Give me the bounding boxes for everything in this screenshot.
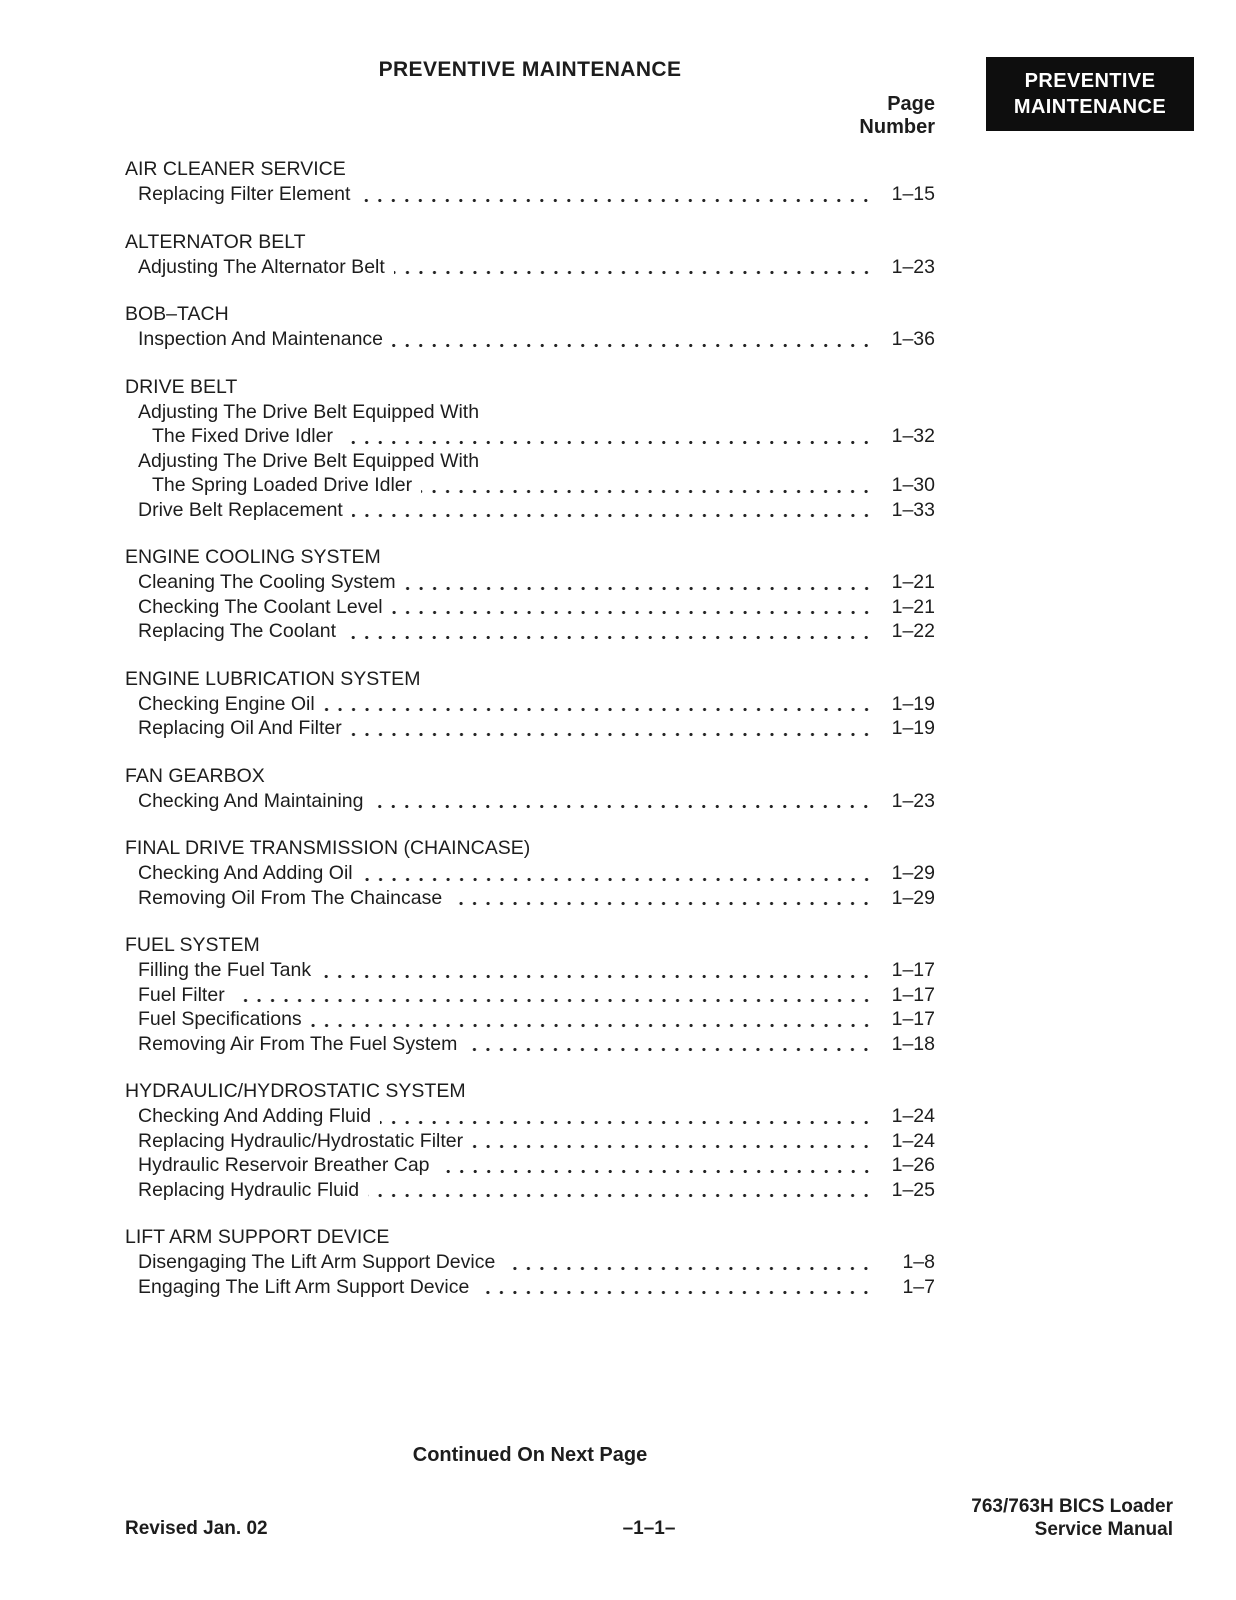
- toc-item-page: 1–23: [891, 255, 935, 278]
- toc-item-label: Cleaning The Cooling System: [138, 571, 396, 593]
- toc-item-page: 1–15: [891, 183, 935, 205]
- toc-item-label: Replacing Hydraulic/Hydrostatic Filter: [138, 1129, 464, 1152]
- dot-leader: [380, 1104, 876, 1129]
- toc-item-page: 1–19: [891, 692, 935, 715]
- dot-leader: [345, 619, 876, 644]
- section-heading: AIR CLEANER SERVICE: [125, 158, 346, 180]
- toc-item: [125, 1104, 935, 1129]
- dot-leader: [311, 1007, 876, 1032]
- toc-item: [125, 182, 935, 207]
- toc-item-page: 1–29: [891, 886, 935, 909]
- footer-page-number: –1–1–: [622, 1518, 676, 1539]
- section-heading: BOB–TACH: [125, 303, 229, 325]
- section-heading: LIFT ARM SUPPORT DEVICE: [125, 1226, 390, 1248]
- toc-item: [125, 619, 935, 644]
- toc-section-drive-belt: [125, 375, 935, 523]
- dot-leader: [368, 1178, 876, 1203]
- corner-tab-line1: PREVENTIVE: [1024, 70, 1156, 92]
- footer-revision: Revised Jan. 02: [125, 1518, 268, 1539]
- toc-section-fuel-system: [125, 933, 935, 1056]
- dot-leader: [439, 1153, 876, 1178]
- section-heading: FUEL SYSTEM: [125, 934, 260, 956]
- dot-leader: [324, 692, 876, 717]
- dot-leader: [466, 1032, 876, 1057]
- toc-item: [125, 424, 935, 449]
- dot-leader: [342, 424, 876, 449]
- section-heading: HYDRAULIC/HYDROSTATIC SYSTEM: [125, 1080, 466, 1102]
- toc-item: [125, 1178, 935, 1203]
- toc-item-page: 1–21: [891, 571, 935, 593]
- toc-item-label: Checking And Adding Oil: [138, 862, 353, 884]
- section-heading: ALTERNATOR BELT: [125, 230, 306, 253]
- toc-item: [125, 886, 935, 911]
- toc-item-label: Fuel Filter: [138, 983, 225, 1006]
- toc-item-page: 1–33: [891, 498, 935, 521]
- toc-item-page: 1–7: [902, 1275, 935, 1298]
- toc-section-air-cleaner-service: [125, 157, 935, 207]
- toc-item-label: Checking The Coolant Level: [138, 595, 383, 618]
- toc-item-page: 1–18: [891, 1032, 935, 1055]
- page-number-header-line2: Number: [859, 116, 935, 138]
- toc-section-hydraulic-hydrostatic-system: [125, 1079, 935, 1202]
- toc-item-label: Replacing Hydraulic Fluid: [138, 1178, 360, 1201]
- footer-manual-title: [971, 1495, 1173, 1541]
- toc-item-page: 1–17: [891, 1008, 935, 1030]
- toc-section-engine-lubrication-system: [125, 667, 935, 741]
- toc-item-label: The Spring Loaded Drive Idler: [152, 474, 413, 496]
- section-heading: FINAL DRIVE TRANSMISSION (CHAINCASE): [125, 837, 531, 859]
- toc-item-page: 1–17: [891, 983, 935, 1006]
- footer-manual-line2: Service Manual: [1034, 1519, 1173, 1540]
- toc-item-page: 1–8: [902, 1251, 935, 1273]
- toc-item-label: Removing Air From The Fuel System: [138, 1032, 458, 1055]
- toc-item: [125, 1007, 935, 1032]
- toc-item-page: 1–24: [891, 1129, 935, 1152]
- dot-leader: [392, 327, 876, 352]
- dot-leader: [320, 958, 876, 983]
- toc-item-label: The Fixed Drive Idler: [152, 425, 333, 447]
- toc-item: [125, 789, 935, 814]
- toc-item: [125, 255, 935, 280]
- toc-item: [125, 1153, 935, 1178]
- corner-tab-line2: MAINTENANCE: [1013, 96, 1167, 118]
- page-number-column-header: [735, 93, 935, 139]
- dot-leader: [372, 789, 876, 814]
- toc-item-label: Checking And Adding Fluid: [138, 1105, 372, 1127]
- page-title: PREVENTIVE MAINTENANCE: [378, 58, 682, 81]
- toc-item: [125, 1032, 935, 1057]
- dot-leader: [362, 861, 876, 886]
- toc-item: [125, 692, 935, 717]
- toc-item-label: Removing Oil From The Chaincase: [138, 886, 443, 909]
- toc-section-alternator-belt: [125, 230, 935, 280]
- toc-item-label: Adjusting The Alternator Belt: [138, 255, 385, 278]
- toc-item-label: Hydraulic Reservoir Breather Cap: [138, 1154, 430, 1176]
- dot-leader: [405, 570, 876, 595]
- toc-item: [125, 473, 935, 498]
- dot-leader: [478, 1275, 876, 1300]
- toc-item-label: Disengaging The Lift Arm Support Device: [138, 1251, 496, 1273]
- toc-item-label: Drive Belt Replacement: [138, 498, 343, 521]
- toc-item-label: Replacing The Coolant: [138, 620, 337, 642]
- dot-leader: [394, 255, 876, 280]
- toc-item-page: 1–24: [891, 1105, 935, 1127]
- toc-item-label: Engaging The Lift Arm Support Device: [138, 1275, 470, 1298]
- dot-leader: [451, 886, 876, 911]
- section-heading: ENGINE COOLING SYSTEM: [125, 546, 381, 568]
- continued-note: Continued On Next Page: [412, 1444, 648, 1466]
- toc-section-engine-cooling-system: [125, 545, 935, 644]
- section-heading: FAN GEARBOX: [125, 764, 265, 787]
- toc-item: [125, 983, 935, 1008]
- toc-item: [125, 1275, 935, 1300]
- toc-item-page: 1–21: [891, 595, 935, 618]
- toc-item: [125, 1129, 935, 1154]
- toc-item-page: 1–23: [891, 789, 935, 812]
- toc-item: [125, 861, 935, 886]
- toc-item: [125, 1250, 935, 1275]
- dot-leader: [351, 716, 876, 741]
- section-corner-tab: [986, 57, 1194, 131]
- toc-item-label: Fuel Specifications: [138, 1008, 302, 1030]
- toc-item-page: 1–19: [891, 717, 935, 739]
- dot-leader: [359, 182, 876, 207]
- toc-item: [125, 958, 935, 983]
- dot-leader: [504, 1250, 876, 1275]
- toc-item-page: 1–25: [891, 1178, 935, 1201]
- toc-item-first-line: Adjusting The Drive Belt Equipped With: [138, 400, 480, 423]
- toc-item-label: Filling the Fuel Tank: [138, 959, 312, 981]
- toc-item: [125, 327, 935, 352]
- section-heading: ENGINE LUBRICATION SYSTEM: [125, 667, 421, 690]
- dot-leader: [472, 1129, 876, 1154]
- toc-item-page: 1–29: [891, 862, 935, 884]
- toc-item-first-line: Adjusting The Drive Belt Equipped With: [138, 449, 480, 472]
- toc-item-label: Inspection And Maintenance: [138, 328, 384, 350]
- toc-item: [125, 498, 935, 523]
- toc-section-fan-gearbox: [125, 764, 935, 814]
- toc-item-page: 1–26: [891, 1154, 935, 1176]
- toc-item-page: 1–30: [891, 474, 935, 496]
- toc-item: [125, 570, 935, 595]
- table-of-contents: [125, 157, 935, 1322]
- toc-item-page: 1–36: [891, 328, 935, 350]
- toc-item-page: 1–22: [891, 620, 935, 642]
- dot-leader: [421, 473, 876, 498]
- section-heading: DRIVE BELT: [125, 375, 238, 398]
- toc-item-label: Checking And Maintaining: [138, 789, 364, 812]
- toc-item: [125, 595, 935, 620]
- page-number-header-line1: Page: [887, 93, 935, 115]
- toc-item-page: 1–17: [891, 959, 935, 981]
- footer-manual-line1: 763/763H BICS Loader: [971, 1496, 1173, 1517]
- toc-item-label: Checking Engine Oil: [138, 692, 315, 715]
- toc-item: [125, 716, 935, 741]
- toc-section-bob-tach: [125, 302, 935, 352]
- toc-item-label: Replacing Oil And Filter: [138, 717, 342, 739]
- toc-item-page: 1–32: [891, 425, 935, 447]
- toc-item-label: Replacing Filter Element: [138, 183, 351, 205]
- toc-section-lift-arm-support-device: [125, 1225, 935, 1299]
- toc-section-final-drive-transmission: [125, 836, 935, 910]
- dot-leader: [352, 498, 876, 523]
- dot-leader: [392, 595, 876, 620]
- dot-leader: [234, 983, 876, 1008]
